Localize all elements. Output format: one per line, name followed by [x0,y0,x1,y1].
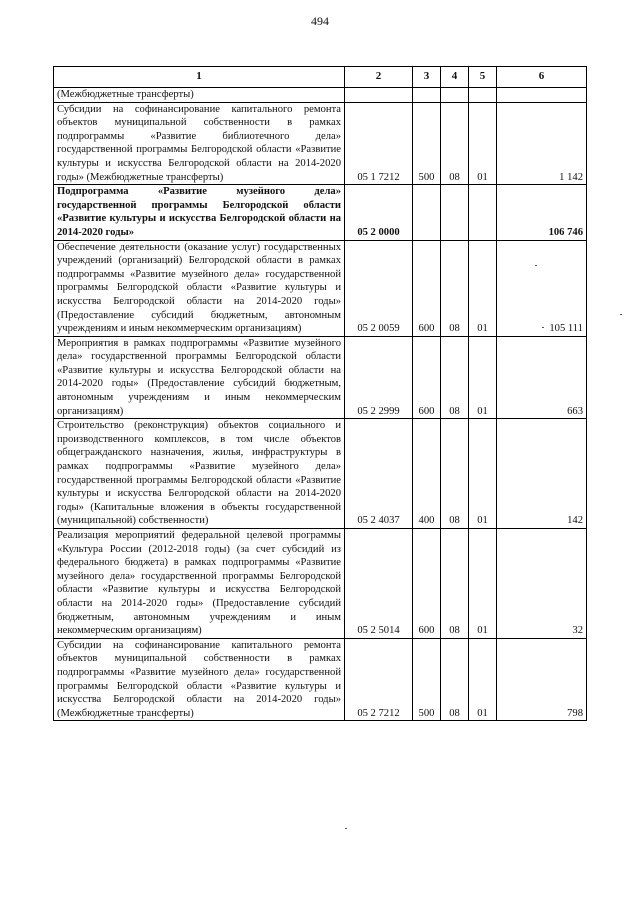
column-header: 2 [345,67,413,88]
column-header: 1 [54,67,345,88]
row-code: 05 1 7212 [345,102,413,185]
row-col4 [441,88,469,103]
row-description: Обеспечение деятельности (оказание услуг) государственных учреждений (организаций) Белгородской области в рамках подпрограммы «Развитие музейного дела» государственной программы Белгородской области «Развитие культуры и искусства Белгородской области на 2014-2020 годы» (Предоставление субсидий бюджетным, автономным учреждениям и иным некоммерческим организациям) [54,240,345,336]
row-col3: 500 [413,638,441,721]
table-row [54,638,587,721]
budget-table [53,66,587,721]
row-code: 05 2 7212 [345,638,413,721]
row-col4: 08 [441,240,469,336]
row-col4: 08 [441,638,469,721]
row-col4: 08 [441,336,469,419]
row-col3: 600 [413,336,441,419]
row-col5: 01 [469,638,497,721]
table-row [54,529,587,639]
row-col3: 500 [413,102,441,185]
row-col5: 01 [469,419,497,529]
row-amount: 142 [497,419,587,529]
row-col5 [469,88,497,103]
row-amount: 798 [497,638,587,721]
row-amount [497,88,587,103]
row-amount: 32 [497,529,587,639]
table-row [54,336,587,419]
row-col5: 01 [469,240,497,336]
row-description: Субсидии на софинансирование капитального ремонта объектов муниципальной собственности в рамках подпрограммы «Развитие библиотечного дела» государственной программы Белгородской области «Развитие культуры и искусства Белгородской области на 2014-2020 годы» (Межбюджетные трансферты) [54,102,345,185]
page-number: 494 [311,14,329,28]
row-description: Подпрограмма «Развитие музейного дела» государственной программы Белгородской области «Развитие культуры и искусства Белгородской области на 2014-2020 годы» [54,185,345,240]
table-row [54,88,587,103]
table-row [54,185,587,240]
header-row [54,67,587,88]
row-col3: 400 [413,419,441,529]
row-amount: 663 [497,336,587,419]
column-header: 6 [497,67,587,88]
scan-speck [542,327,544,328]
row-description: Строительство (реконструкция) объектов социального и производственного комплексов, в том числе объектов общегражданского назначения, жилья, инфраструктуры в рамках подпрограммы «Развитие музейного дела» государственной программы Белгородской области «Развитие культуры и искусства Белгородской области на 2014-2020 годы» (Капитальные вложения в объекты государственной (муниципальной) собственности) [54,419,345,529]
scan-speck [345,828,347,829]
column-header: 4 [441,67,469,88]
table-row [54,102,587,185]
row-col5: 01 [469,529,497,639]
row-description: (Межбюджетные трансферты) [54,88,345,103]
table-row [54,240,587,336]
row-col4: 08 [441,419,469,529]
row-col4 [441,185,469,240]
table-row [54,419,587,529]
row-code: 05 2 4037 [345,419,413,529]
row-col4: 08 [441,102,469,185]
row-description: Мероприятия в рамках подпрограммы «Развитие музейного дела» государственной программы Белгородской области «Развитие культуры и искусства Белгородской области на 2014-2020 годы» (Предоставление субсидий бюджетным, автономным учреждениям и иным некоммерческим организациям) [54,336,345,419]
column-header: 5 [469,67,497,88]
scan-speck [535,265,537,266]
row-amount: 106 746 [497,185,587,240]
row-code: 05 2 0059 [345,240,413,336]
row-col3 [413,88,441,103]
row-amount: 105 111 [497,240,587,336]
column-header: 3 [413,67,441,88]
row-col5: 01 [469,336,497,419]
scan-speck [620,314,622,315]
row-col4: 08 [441,529,469,639]
row-description: Реализация мероприятий федеральной целевой программы «Культура России (2012-2018 годы) (за счет субсидий из федерального бюджета) в рамках подпрограммы «Развитие музейного дела» государственной программы Белгородской области «Развитие культуры и искусства Белгородской области на 2014-2020 годы» (Предоставление субсидий бюджетным, автономным учреждениям и иным некоммерческим организациям) [54,529,345,639]
row-description: Субсидии на софинансирование капитального ремонта объектов муниципальной собственности в рамках подпрограммы «Развитие музейного дела» государственной программы Белгородской области «Развитие культуры и искусства Белгородской области на 2014-2020 годы» (Межбюджетные трансферты) [54,638,345,721]
row-col3 [413,185,441,240]
row-amount: 1 142 [497,102,587,185]
row-col3: 600 [413,240,441,336]
row-code [345,88,413,103]
row-code: 05 2 0000 [345,185,413,240]
row-code: 05 2 5014 [345,529,413,639]
row-col5 [469,185,497,240]
row-code: 05 2 2999 [345,336,413,419]
row-col3: 600 [413,529,441,639]
row-col5: 01 [469,102,497,185]
